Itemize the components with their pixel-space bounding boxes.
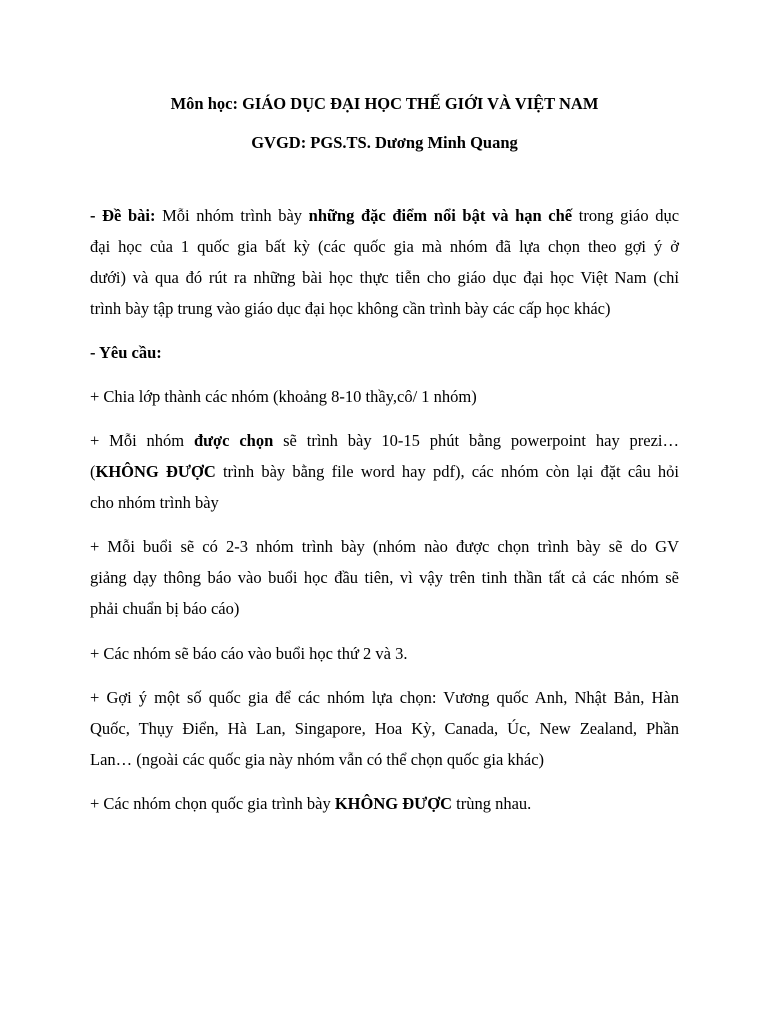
assignment-text-1a: Mỗi nhóm trình bày	[162, 206, 303, 225]
lecturer-line: GVGD: PGS.TS. Dương Minh Quang	[251, 133, 518, 152]
assignment-emphasis: những đặc điểm nổi bật và hạn chế	[308, 206, 573, 225]
req2-text-c: (	[90, 462, 96, 481]
req2-text-d: trình bày bằng file word hay pdf), các nhóm còn lại đặt câu hỏi	[222, 462, 679, 481]
requirements-heading: - Yêu cầu:	[90, 343, 162, 362]
requirement-5-line-2: Quốc, Thụy Điển, Hà Lan, Singapore, Hoa Kỳ, Canada, Úc, New Zealand, Phần	[90, 719, 679, 738]
assignment-line-4: trình bày tập trung vào giáo dục đại học không cần trình bày các cấp học khác)	[90, 299, 611, 318]
requirement-5-line-3: Lan… (ngoài các quốc gia này nhóm vẫn có thể chọn quốc gia khác)	[90, 750, 545, 769]
req6-text-b: trùng nhau.	[456, 794, 532, 813]
course-title	[90, 94, 679, 114]
req6-emphasis: KHÔNG ĐƯỢC	[334, 794, 453, 813]
assignment-label: - Đề bài:	[90, 206, 156, 225]
requirement-6-line	[90, 788, 679, 819]
requirement-3-line-1: + Mỗi buổi sẽ có 2-3 nhóm trình bày (nhóm nào được chọn trình bày sẽ do GV	[90, 537, 679, 556]
requirement-2-line-2	[90, 456, 679, 487]
requirement-4-text: + Các nhóm sẽ báo cáo vào buổi học thứ 2 và 3.	[90, 644, 408, 663]
course-label: Môn học:	[170, 94, 238, 113]
req2-emphasis-1: được chọn	[193, 431, 274, 450]
assignment-line-3: dưới) và qua đó rút ra những bài học thực tiễn cho giáo dục đại học Việt Nam (chỉ	[90, 268, 679, 287]
requirement-item-5	[90, 682, 679, 775]
requirement-1-text: + Chia lớp thành các nhóm (khoảng 8-10 thầy,cô/ 1 nhóm)	[90, 387, 477, 406]
requirements-label	[90, 337, 679, 368]
requirement-item-2	[90, 425, 679, 518]
requirement-5-line-1: + Gợi ý một số quốc gia để các nhóm lựa chọn: Vương quốc Anh, Nhật Bản, Hàn	[90, 688, 679, 707]
requirement-item-1	[90, 381, 679, 412]
course-name: GIÁO DỤC ĐẠI HỌC THẾ GIỚI VÀ VIỆT NAM	[242, 94, 599, 113]
requirement-item-4	[90, 638, 679, 669]
req2-text-b: sẽ trình bày 10-15 phút bằng powerpoint hay prezi…	[283, 431, 680, 450]
requirement-2-line-1	[90, 425, 679, 456]
req2-emphasis-2: KHÔNG ĐƯỢC	[95, 462, 216, 481]
requirement-item-6	[90, 788, 679, 819]
requirement-item-3	[90, 531, 679, 624]
requirement-2-line-3: cho nhóm trình bày	[90, 493, 219, 512]
requirement-3-line-3: phải chuẩn bị báo cáo)	[90, 599, 240, 618]
req2-text-a: + Mỗi nhóm	[90, 431, 185, 450]
assignment-paragraph	[90, 200, 679, 324]
req6-text-a: + Các nhóm chọn quốc gia trình bày	[90, 794, 331, 813]
assignment-line-1	[90, 200, 679, 231]
assignment-line-2: đại học của 1 quốc gia bất kỳ (các quốc gia mà nhóm đã lựa chọn theo gợi ý ở	[90, 237, 679, 256]
assignment-text-1b: trong giáo dục	[578, 206, 680, 225]
requirement-3-line-2: giảng dạy thông báo vào buổi học đầu tiên, vì vậy trên tinh thần tất cả các nhóm sẽ	[90, 568, 679, 587]
